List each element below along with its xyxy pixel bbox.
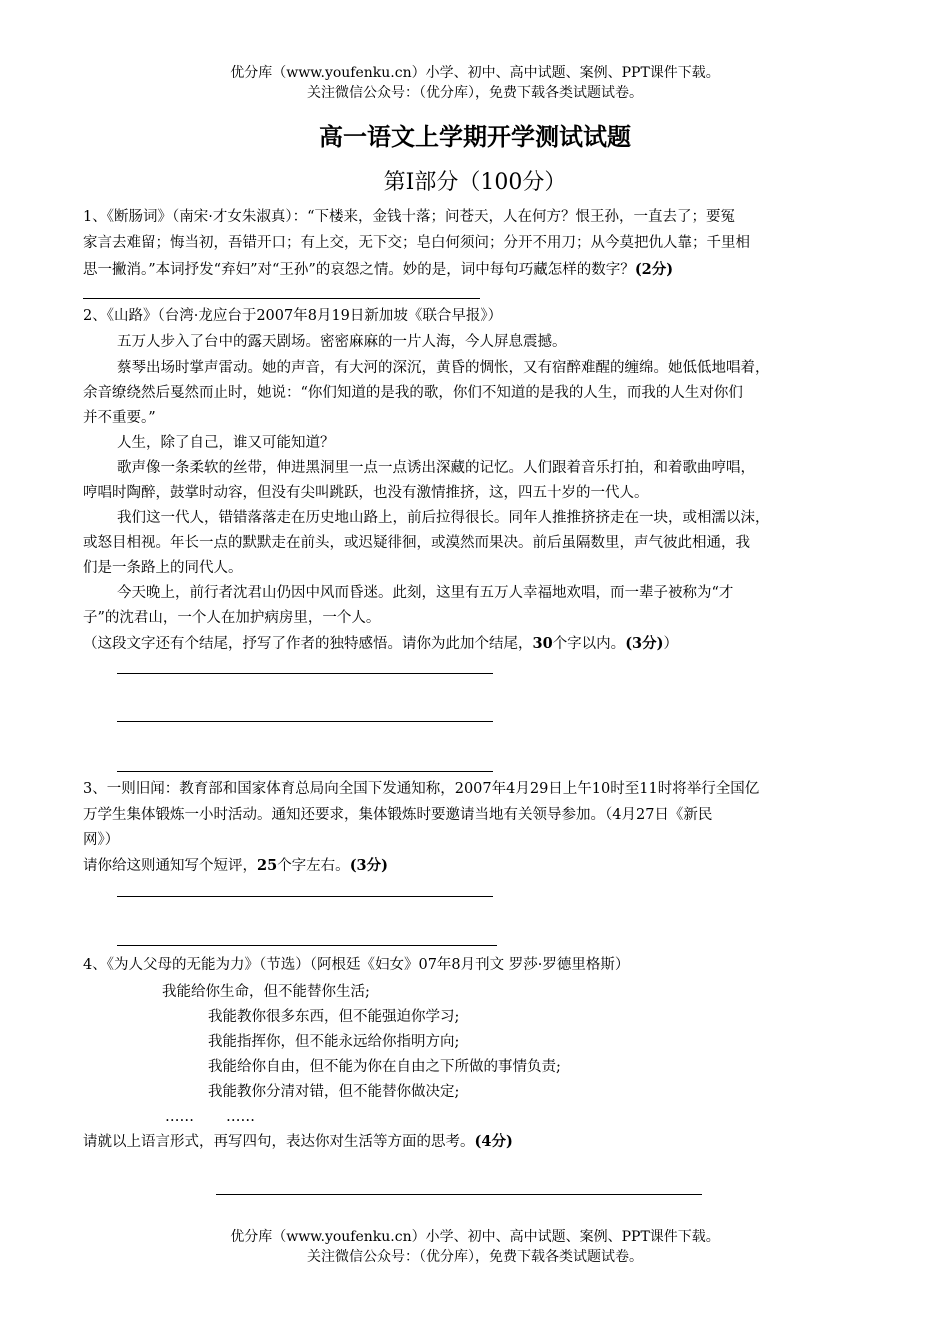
q2-task-text: （这段文字还有个结尾，抒写了作者的独特感悟。请你为此加个结尾， [83,636,533,652]
q1-line-3-text: 思一撇消。”本词抒发“弃妇”对“王孙”的哀怨之情。妙的是，词中每句巧藏怎样的数字？ [83,262,635,278]
q2-task-close: ） [663,636,678,652]
q2-para-4b: 哼唱时陶醉，鼓掌时动容，但没有尖叫跳跃，也没有激情推挤，这，四五十岁的一代人。 [83,485,649,501]
q2-para-2a: 蔡琴出场时掌声雷动。她的声音，有大河的深沉，黄昏的惆怅，又有宿醉难醒的缠绵。她低低地唱着， [117,360,770,376]
q4-task [83,1129,873,1155]
q3-task-text-2: 个字左右。 [277,858,350,874]
q4-heading: 4、《为人父母的无能为力》（节选）（阿根廷《妇女》07年8月刊文 罗莎·罗德里格斯） [83,957,630,973]
q2-answer-line-2[interactable] [117,721,493,722]
q4-ellipsis-2: …… [226,1109,255,1125]
q2-para-5c: 们是一条路上的同代人。 [83,560,243,576]
q2-score: (3分) [625,635,664,652]
q4-poem-line-2: 我能教你很多东西，但不能强迫你学习; [208,1009,460,1025]
q1-score: (2分) [634,261,674,278]
q3-task-text: 请你给这则通知写个短评， [83,858,257,874]
q2-answer-line-1[interactable] [117,673,493,674]
q4-answer-line[interactable] [216,1194,702,1195]
header-line-2: 关注微信公众号：（优分库），免费下载各类试题试卷。 [307,85,643,101]
q2-para-5b: 或怒目相视。年长一点的默默走在前头，或迟疑徘徊，或漠然而果决。前后虽隔数里，声气彼此相通，我 [83,535,750,551]
q1-line-2: 家言去难留；悔当初，吾错开口；有上交，无下交；皂白何须问；分开不用刀；从今莫把仇人靠；千里相 [83,235,750,251]
q3-task-count: 25 [257,857,278,874]
q4-poem-line-5: 我能教你分清对错，但不能替你做决定; [208,1084,460,1100]
q2-para-2b: 余音缭绕然后戛然而止时，她说：“你们知道的是我的歌，你们不知道的是我的人生，而我的人生对你们 [83,385,743,401]
q3-answer-line-1[interactable] [117,896,493,897]
q2-task [83,631,873,657]
q3-line-3: 网》） [83,832,120,848]
part-heading: 第Ⅰ部分（100分） [383,170,567,195]
q2-heading: 2、《山路》（台湾·龙应台于2007年8月19日新加坡《联合早报》） [83,308,503,324]
footer-line-1: 优分库（www.youfenku.cn）小学、初中、高中试题、案例、PPT课件下载。 [230,1229,720,1245]
q2-task-count: 30 [532,635,553,652]
q2-para-3: 人生，除了自己，谁又可能知道？ [117,435,335,451]
q2-para-2c: 并不重要。” [83,410,156,426]
q3-line-2: 万学生集体锻炼一小时活动。通知还要求，集体锻炼时要邀请当地有关领导参加。（4月27日《新民 [83,807,713,823]
q3-answer-line-2[interactable] [117,945,497,946]
q3-score: (3分) [349,857,388,874]
q2-para-5a: 我们这一代人，错错落落走在历史地山路上，前后拉得很长。同年人推推挤挤走在一块，或相濡以沫， [117,510,770,526]
q4-ellipsis-1: …… [165,1109,194,1125]
footer-line-2: 关注微信公众号：（优分库），免费下载各类试题试卷。 [307,1249,643,1265]
q2-task-text-2: 个字以内。 [552,636,626,652]
q4-poem-line-3: 我能指挥你，但不能永远给你指明方向; [208,1034,460,1050]
q1-line-1: 1、《断肠词》（南宋·才女朱淑真）：“下楼来，金钱十落；问苍天，人在何方？恨王孙，一直去了；要冤 [83,209,735,225]
q1-line-3 [83,257,873,283]
q2-para-4a: 歌声像一条柔软的丝带，伸进黑洞里一点一点诱出深藏的记忆。人们跟着音乐打拍，和着歌曲哼唱， [117,460,755,476]
q3-task [83,853,873,879]
q4-poem-line-1: 我能给你生命，但不能替你生活; [162,984,370,1000]
q4-score: (4分) [474,1133,513,1150]
q4-task-text: 请就以上语言形式，再写四句，表达你对生活等方面的思考。 [83,1134,475,1150]
q1-answer-line[interactable] [83,298,480,299]
q2-para-6b: 子”的沈君山，一个人在加护病房里，一个人。 [83,610,381,626]
header-line-1: 优分库（www.youfenku.cn）小学、初中、高中试题、案例、PPT课件下载。 [230,65,720,81]
q3-line-1: 3、一则旧闻：教育部和国家体育总局向全国下发通知称，2007年4月29日上午10时至11时将举行全国亿 [83,781,760,797]
page-title: 高一语文上学期开学测试试题 [319,123,631,151]
q2-answer-line-3[interactable] [117,771,493,772]
q2-para-1: 五万人步入了台中的露天剧场。密密麻麻的一片人海，今人屏息震撼。 [117,334,567,350]
q2-para-6a: 今天晚上，前行者沈君山仍因中风而昏迷。此刻，这里有五万人幸福地欢唱，而一辈子被称为“才 [117,585,734,601]
q4-poem-line-4: 我能给你自由，但不能为你在自由之下所做的事情负责; [208,1059,561,1075]
